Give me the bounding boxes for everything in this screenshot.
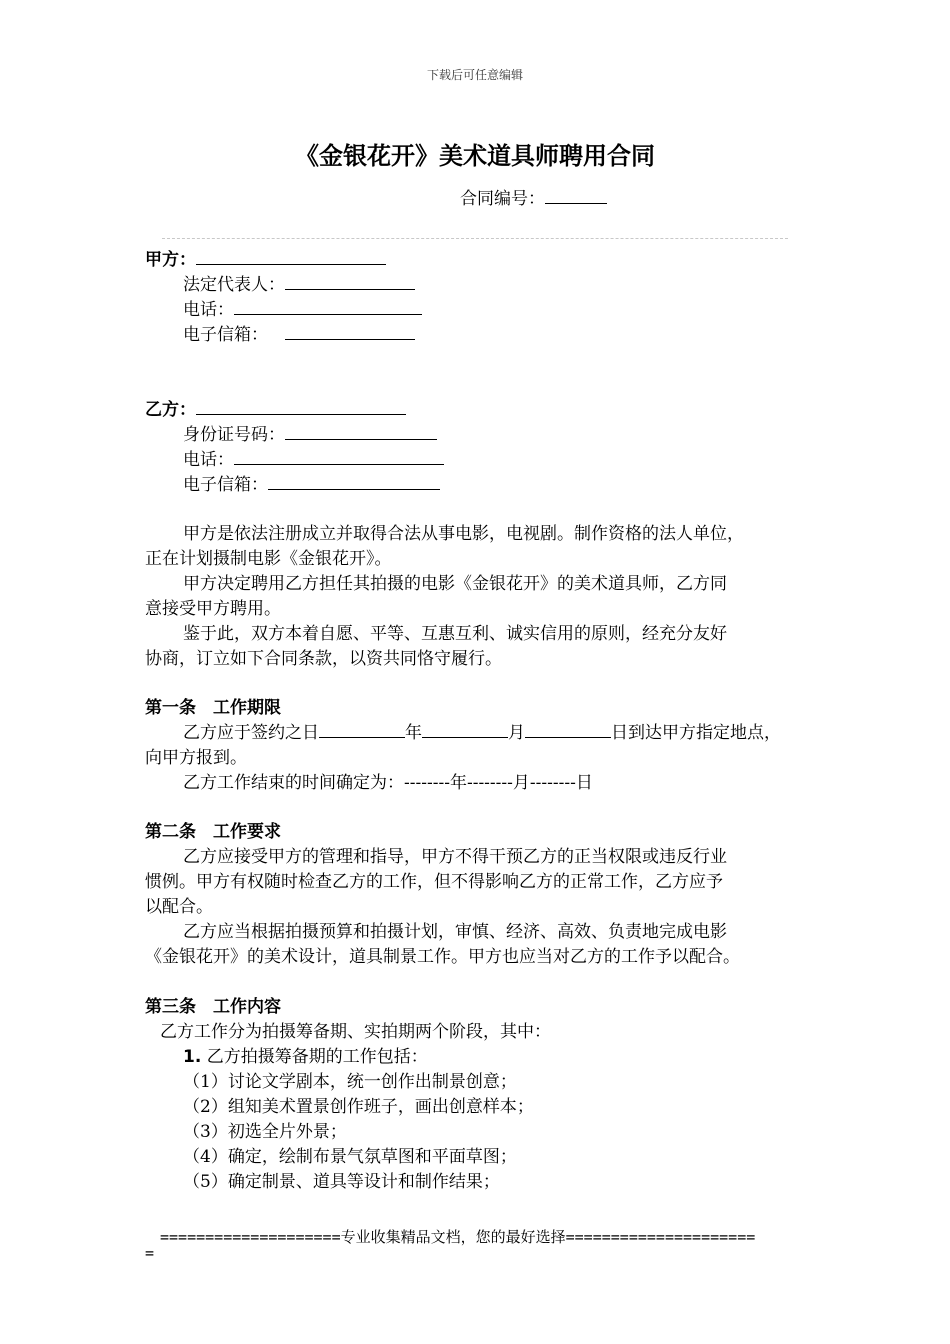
- id-number-label: 身份证号码：: [183, 425, 285, 445]
- preamble-p3-line1: 鉴于此，双方本着自愿、平等、互惠互利、诚实信用的原则，经充分友好: [183, 624, 727, 644]
- party-b-phone-blank: [234, 448, 444, 465]
- list-item: （4）确定，绘制布景气氛草图和平面草图；: [183, 1147, 517, 1167]
- list-item: （1）讨论文学剧本，统一创作出制景创意；: [183, 1072, 517, 1092]
- article1-start-text: 乙方应于签约之日: [183, 723, 319, 743]
- party-b-row: [145, 398, 406, 422]
- party-b-blank: [196, 398, 406, 415]
- contract-number-blank: [545, 187, 607, 204]
- id-number-blank: [285, 423, 437, 440]
- footer-banner-overflow: =: [145, 1244, 155, 1262]
- party-a-email-blank: [285, 323, 415, 340]
- party-b-label: 乙方：: [145, 400, 196, 420]
- sub-item-text: 乙方拍摄筹备期的工作包括：: [206, 1047, 428, 1067]
- article2-line2: 惯例。甲方有权随时检查乙方的工作，但不得影响乙方的正常工作，乙方应予: [145, 872, 723, 892]
- article2-line5: 《金银花开》的美术设计，道具制景工作。甲方也应当对乙方的工作予以配合。: [145, 947, 740, 967]
- preamble-p2-line2: 意接受甲方聘用。: [145, 599, 281, 619]
- day-label: 日到达甲方指定地点，: [611, 723, 781, 743]
- list-item: （3）初选全片外景；: [183, 1122, 347, 1142]
- month-blank: [422, 721, 508, 738]
- article1-line3: 乙方工作结束的时间确定为：--------年--------月--------日: [183, 773, 593, 793]
- party-a-row: [145, 248, 386, 272]
- article1-line1: [183, 721, 781, 745]
- preamble-p2-line1: 甲方决定聘用乙方担任其拍摄的电影《金银花开》的美术道具师，乙方同: [183, 574, 727, 594]
- contract-number: [460, 184, 607, 209]
- party-a-email-row: [183, 323, 415, 347]
- party-b-email-label: 电子信箱：: [183, 475, 268, 495]
- article2-line4: 乙方应当根据拍摄预算和拍摄计划，审慎、经济、高效、负责地完成电影: [183, 922, 727, 942]
- preamble-p1-line2: 正在计划摄制电影《金银花开》。: [145, 549, 392, 569]
- year-blank: [319, 721, 405, 738]
- article2-line3: 以配合。: [145, 897, 213, 917]
- year-label: 年: [405, 723, 422, 743]
- day-blank: [525, 721, 611, 738]
- party-a-email-label: 电子信箱：: [183, 325, 268, 345]
- party-b-email-row: [183, 473, 440, 497]
- footer-banner: ====================专业收集精品文档，您的最好选择=====================: [160, 1228, 756, 1246]
- party-a-blank: [196, 248, 386, 265]
- document-title: 《金银花开》美术道具师聘用合同: [295, 142, 655, 170]
- article1-heading: 第一条 工作期限: [145, 698, 281, 718]
- party-a-phone-label: 电话：: [183, 300, 234, 320]
- preamble-p3-line2: 协商，订立如下合同条款，以资共同恪守履行。: [145, 649, 502, 669]
- party-a-phone-row: [183, 298, 422, 322]
- legal-rep-blank: [285, 273, 415, 290]
- preamble-p1-line1: 甲方是依法注册成立并取得合法从事电影，电视剧。制作资格的法人单位，: [183, 524, 744, 544]
- article1-line2: 向甲方报到。: [145, 748, 247, 768]
- page-header-note: 下载后可任意编辑: [426, 68, 523, 82]
- legal-rep-label: 法定代表人：: [183, 275, 285, 295]
- party-b-id-row: [183, 423, 437, 447]
- party-b-phone-row: [183, 448, 444, 472]
- party-b-email-blank: [268, 473, 440, 490]
- list-item: （5）确定制景、道具等设计和制作结果；: [183, 1172, 500, 1192]
- party-b-phone-label: 电话：: [183, 450, 234, 470]
- sub-item-number: 1.: [183, 1047, 202, 1067]
- month-label: 月: [508, 723, 525, 743]
- article2-line1: 乙方应接受甲方的管理和指导，甲方不得干预乙方的正当权限或违反行业: [183, 847, 727, 867]
- dashed-divider: [162, 238, 788, 239]
- party-a-legal-rep-row: [183, 273, 415, 297]
- contract-number-label: 合同编号：: [460, 189, 545, 209]
- article3-intro: 乙方工作分为拍摄筹备期、实拍期两个阶段，其中：: [160, 1022, 551, 1042]
- article3-heading: 第三条 工作内容: [145, 997, 281, 1017]
- party-a-label: 甲方：: [145, 250, 196, 270]
- article3-sub-item: [183, 1045, 428, 1069]
- list-item: （2）组知美术置景创作班子，画出创意样本；: [183, 1097, 534, 1117]
- party-a-phone-blank: [234, 298, 422, 315]
- article2-heading: 第二条 工作要求: [145, 822, 281, 842]
